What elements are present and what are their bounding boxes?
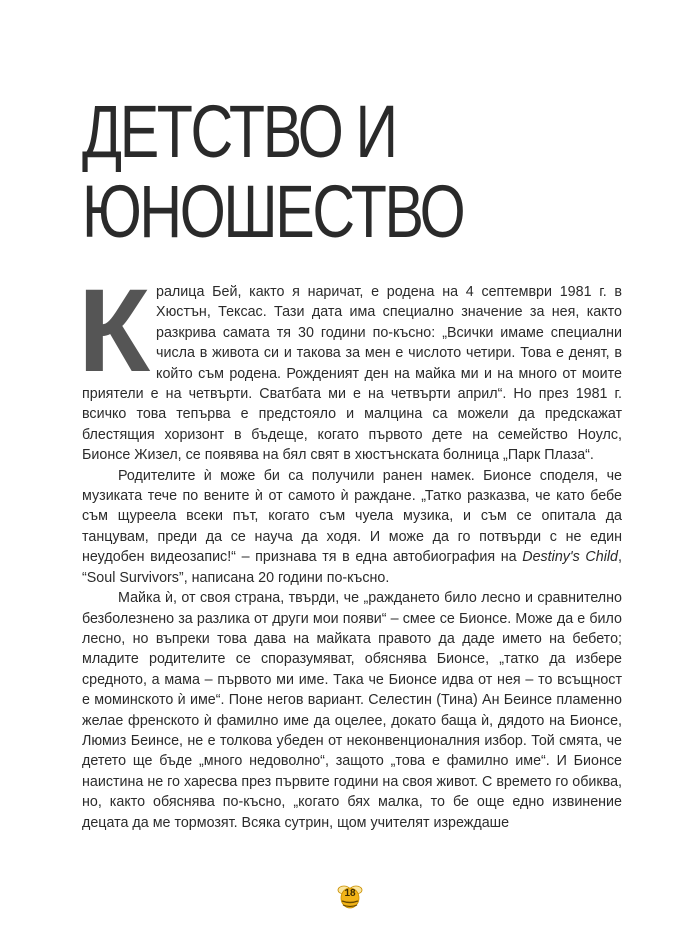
chapter-title-line-2: ЮНОШЕСТВО [82, 170, 464, 253]
chapter-title [82, 92, 463, 252]
paragraph-1 [78, 265, 622, 466]
paragraph-2-text-a: Родителите ѝ може би са получили ранен намек. Бионсе споделя, че музиката тече по вените ѝ от самото ѝ раждане. „Татко разказва, че като бебе съм щуреела всеки път, когато съм чуела музика, и съм се опитала да танцувам, преди да се науча да ходя. И може да го потвърди с не един неудобен видеозапис!“ – признава тя в една автобиография на [82, 467, 622, 566]
page-number-badge [336, 882, 364, 910]
paragraph-2-text-b: , “Soul Survivors”, написана 20 години по-късно. [82, 549, 622, 586]
chapter-body [78, 265, 622, 833]
paragraph-2 [82, 466, 622, 588]
book-title-italic: Destiny's Child [522, 549, 619, 566]
drop-cap: К [78, 265, 151, 397]
page-number: 18 [344, 888, 356, 899]
paragraph-1-text: ралица Бей, както я наричат, е родена на 4 септември 1981 г. в Хюстън, Тексас. Тази дата има специално значение за нея, както разкрива самата тя 30 години по-късно: „Всички имаме специални числа в живота си и такова за мен е числото четири. Това е денят, в който съм родена. Рожденият ден на майка ми и на много от моите приятели е на четвърти. Сватбата ми е на четвърти април“. Но през 1981 г. всичко това тепърва е предстояло и малцина са можели да предскажат блестящия хоризонт в бъдеще, когато първото дете на семейство Ноулс, Бионсе Жизел, се появява на бял свят в хюстънската болница „Парк Плаза“. [82, 284, 622, 464]
paragraph-3: Майка ѝ, от своя страна, твърди, че „раждането било лесно и сравнително безболезнено за разлика от други мои появи“ – смее се Бионсе. Може да е било лесно, но въпреки това дава на майката правото да даде името на бебето; младите родителите се споразумяват, обяснява Бионсе, „татко да избере средното, а мама – първото ми име. Така че Бионсе идва от нея – то всъщност е моминското ѝ име“. Поне негов вариант. Селестин (Тина) Ан Беинсе пламенно желае френското ѝ фамилно име да оцелее, докато баща ѝ, дядото на Бионсе, Люмиз Беинсе, не е толкова убеден от неконвенционалния избор. Той смята, че детето ще бъде „много недоволно“, защото „това е фамилно име“. И Бионсе наистина не го харесва през първите години на своя живот. С времето го обиква, но, както обяснява по-късно, „когато бях малка, то бе още едно извинение децата да ме тормозят. Всяка сутрин, щом учителят изреждаше [82, 590, 622, 831]
chapter-title-line-1: ДЕТСТВО И [82, 90, 396, 173]
